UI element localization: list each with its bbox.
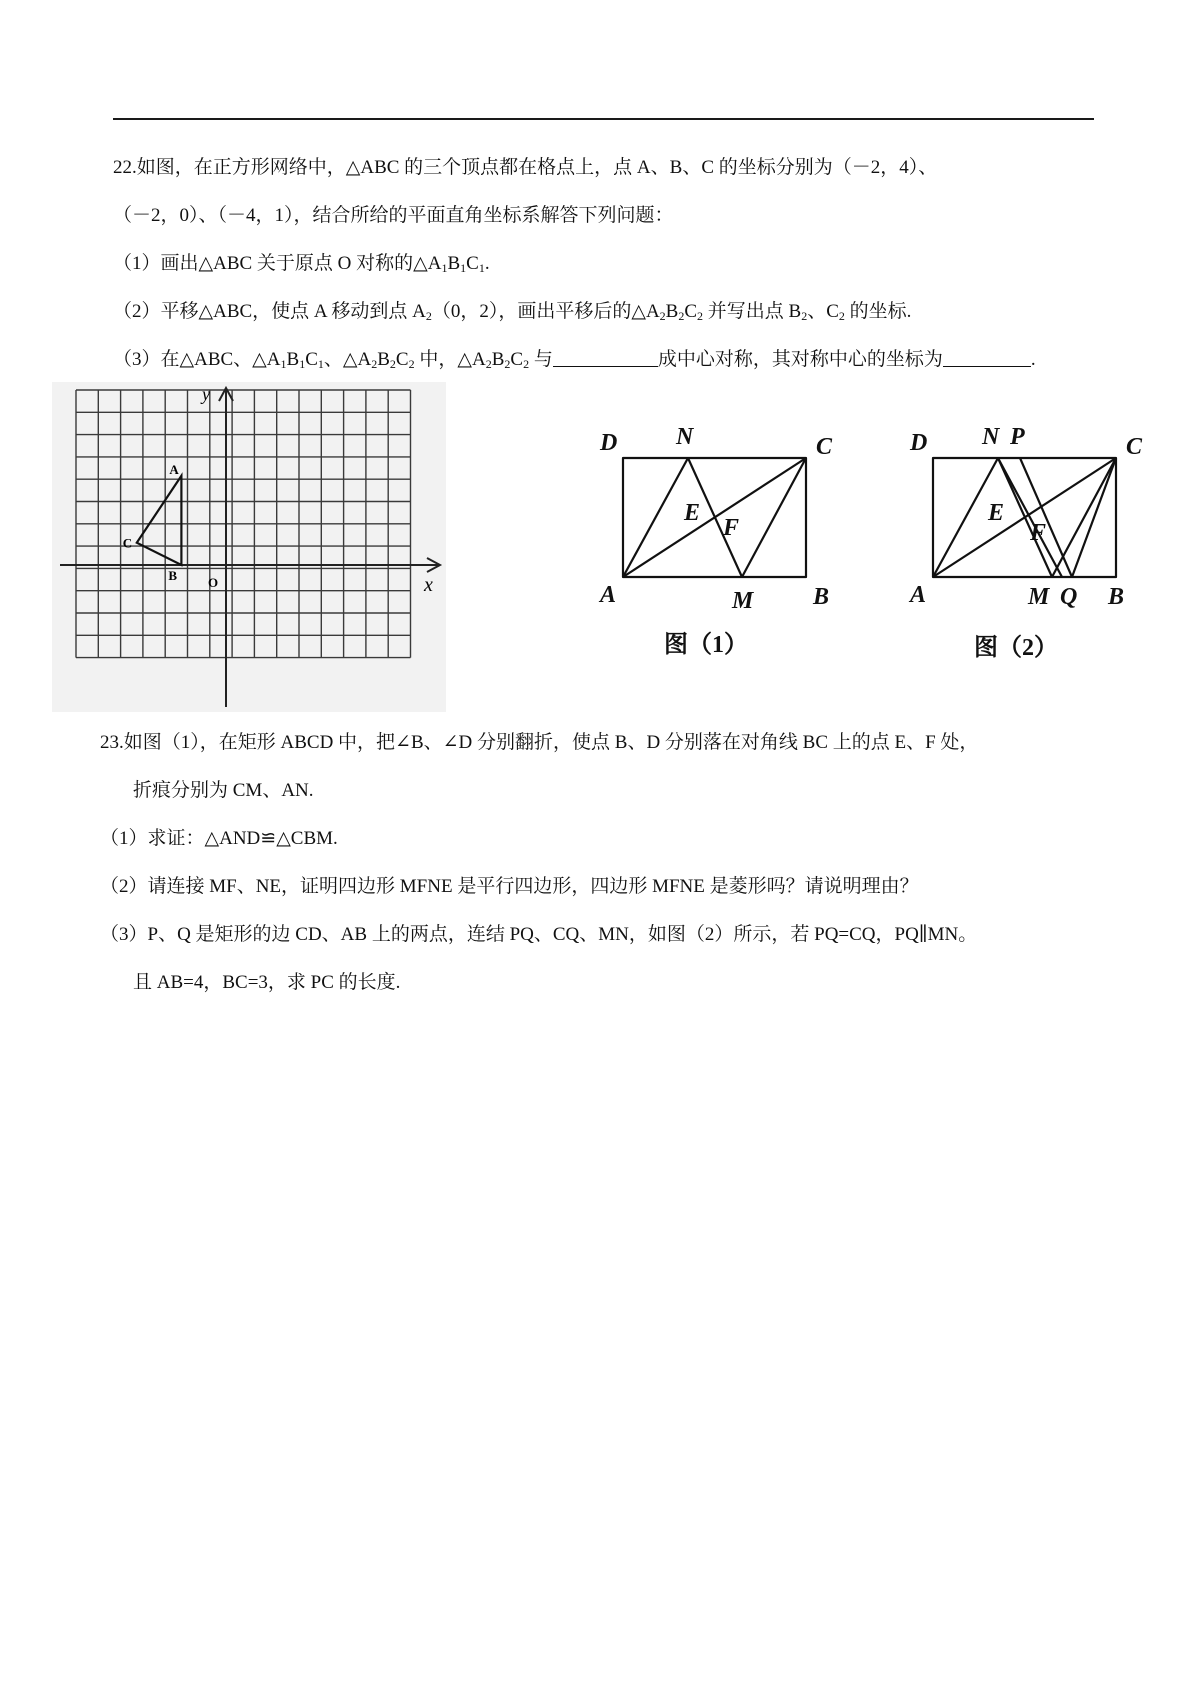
x-axis-label: x bbox=[424, 574, 433, 596]
label-b-2: B bbox=[1108, 584, 1125, 610]
fold-cm bbox=[742, 458, 806, 577]
segment-cq bbox=[1072, 458, 1116, 577]
answer-blank-2[interactable] bbox=[943, 348, 1031, 367]
label-f: F bbox=[723, 515, 740, 541]
origin-label: O bbox=[208, 575, 219, 590]
label-d: D bbox=[600, 430, 618, 456]
q22-line2: （－2，0）、（－4，1），结合所给的平面直角坐标系解答下列问题： bbox=[113, 205, 674, 226]
label-m: M bbox=[732, 588, 754, 614]
q23-part2: （2）请连接 MF、NE，证明四边形 MFNE 是平行四边形，四边形 MFNE 是菱形吗？请说明理由？ bbox=[100, 876, 919, 897]
q22-part2: （2）平移△ABC，使点 A 移动到点 $A_2(0$，2），画出平移后的$\triangle A_2B_2C_2$ 并写出点 $B_2$、$C_2$ 的坐标. bbox=[113, 301, 912, 323]
y-axis-label: y bbox=[202, 384, 210, 404]
point-a-label: A bbox=[169, 461, 179, 477]
answer-blank-1[interactable] bbox=[553, 348, 658, 367]
segment-pq bbox=[1020, 458, 1072, 577]
label-f-2: F bbox=[1030, 520, 1047, 546]
label-p-2: P bbox=[1010, 424, 1025, 450]
segment-extra bbox=[998, 458, 1062, 577]
label-e-2: E bbox=[988, 500, 1005, 526]
grid-background bbox=[52, 382, 446, 712]
q22-line1: 22.如图，在正方形网络中，△ABC 的三个顶点都在格点上，点 A、B、C 的坐标分别为（－2，4）、 bbox=[113, 157, 938, 178]
fold-cm-2 bbox=[1052, 458, 1116, 577]
q22-part3: （3）在△ABC、$\triangle A_1B_1C_1$、$\triangle A_2B_2C_2$ 中，$\triangle A_2B_2C_2$ 与 成中心对称，其对称中心的坐标为 . bbox=[113, 349, 1036, 371]
label-d-2: D bbox=[910, 430, 928, 456]
fold-an bbox=[623, 458, 688, 577]
label-e: E bbox=[684, 500, 701, 526]
label-a: A bbox=[600, 582, 617, 608]
label-n-2: N bbox=[982, 424, 1000, 450]
q22-part1: （1）画出△ABC 关于原点 O 对称的$\triangle A_1B_1C_1$. bbox=[113, 253, 490, 275]
point-c-label: C bbox=[122, 535, 133, 551]
q23-part1: （1）求证：△AND≌△CBM. bbox=[100, 828, 338, 849]
segment-nm-2 bbox=[998, 458, 1052, 577]
figure-2-caption: 图（2） bbox=[974, 635, 1058, 661]
label-c: C bbox=[816, 434, 833, 460]
label-c-2: C bbox=[1126, 434, 1143, 460]
label-m-2: M bbox=[1028, 584, 1050, 610]
q23-line2: 折痕分别为 CM、AN. bbox=[133, 780, 314, 801]
q23-part3: （3）P、Q 是矩形的边 CD、AB 上的两点，连结 PQ、CQ、MN，如图（2）所示，若 PQ=CQ，PQ∥MN。 bbox=[100, 924, 978, 945]
point-b-label: B bbox=[168, 568, 178, 583]
figure-1-caption: 图（1） bbox=[664, 632, 748, 658]
label-a-2: A bbox=[910, 582, 927, 608]
q23-line1: 23.如图（1），在矩形 ABCD 中，把∠B、∠D 分别翻折，使点 B、D 分别落在对角线 BC 上的点 E、F 处， bbox=[100, 732, 979, 753]
header-rule bbox=[113, 118, 1094, 120]
rectangle-figure-2 bbox=[900, 420, 1160, 670]
label-n: N bbox=[676, 424, 694, 450]
label-b: B bbox=[813, 584, 830, 610]
q23-line3: 且 AB=4，BC=3，求 PC 的长度. bbox=[133, 972, 401, 993]
rectangle-figure-1 bbox=[590, 420, 850, 660]
label-q-2: Q bbox=[1060, 584, 1078, 610]
coordinate-grid-figure bbox=[52, 382, 446, 712]
